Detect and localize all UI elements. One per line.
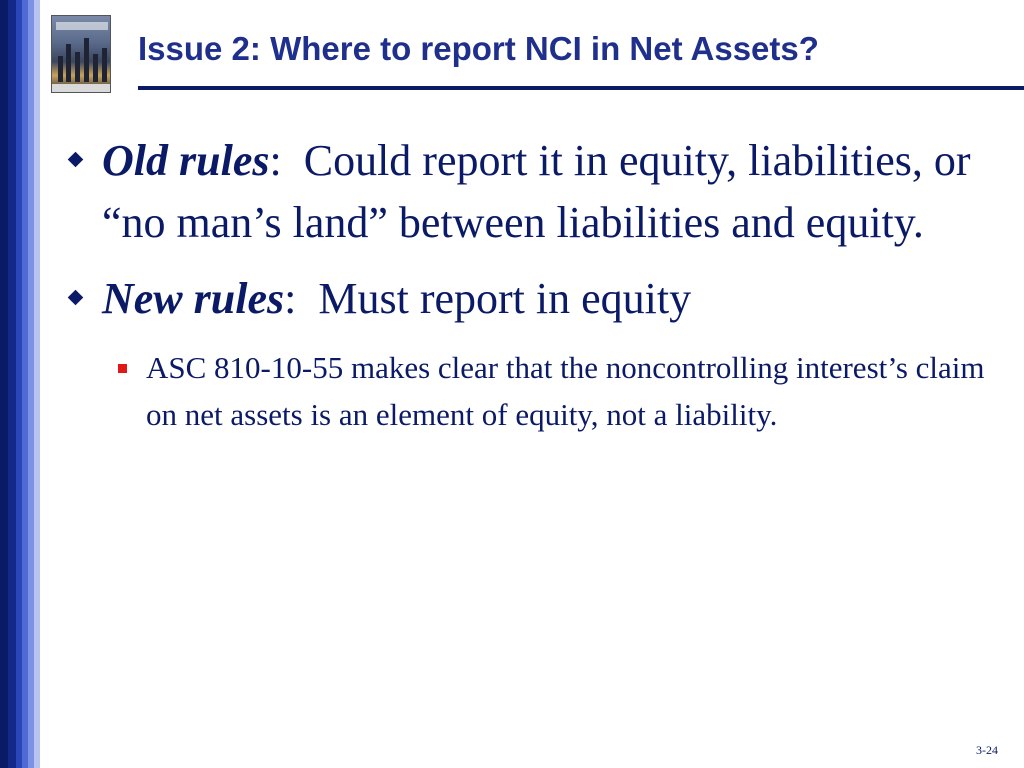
bullet-separator: :	[269, 136, 282, 185]
cover-title-band	[56, 22, 108, 30]
bullet-separator: :	[284, 274, 297, 323]
cover-building	[75, 52, 80, 82]
textbook-cover-image	[51, 15, 111, 93]
diamond-bullet-icon	[68, 152, 84, 168]
left-stripe	[34, 0, 40, 768]
sub-bullet	[102, 344, 1000, 438]
bullet-new-rules	[60, 268, 1000, 330]
left-stripe	[0, 0, 8, 768]
cover-building	[102, 48, 107, 82]
cover-author-strip	[52, 84, 110, 92]
cover-building	[84, 38, 89, 82]
bullet-term: Old rules	[102, 136, 270, 185]
title-underline	[138, 86, 1024, 90]
slide-content	[60, 130, 1000, 438]
left-stripe	[8, 0, 16, 768]
square-bullet-icon	[118, 364, 127, 373]
sub-bullet-text: ASC 810-10-55 makes clear that the noncontrolling interest’s claim on net assets is an element of equity, not a liability.	[146, 350, 985, 432]
bullet-text: Could report it in equity, liabilities, or “no man’s land” between liabilities and equity.	[102, 136, 982, 247]
bullet-term: New rules	[102, 274, 285, 323]
bullet-text: Must report in equity	[296, 274, 692, 323]
diamond-bullet-icon	[68, 290, 84, 306]
page-number: 3-24	[976, 743, 998, 757]
cover-building	[93, 54, 98, 82]
bullet-old-rules	[60, 130, 1000, 254]
cover-building	[66, 44, 71, 82]
cover-building	[58, 56, 63, 82]
slide-title: Issue 2: Where to report NCI in Net Assets?	[138, 30, 819, 67]
